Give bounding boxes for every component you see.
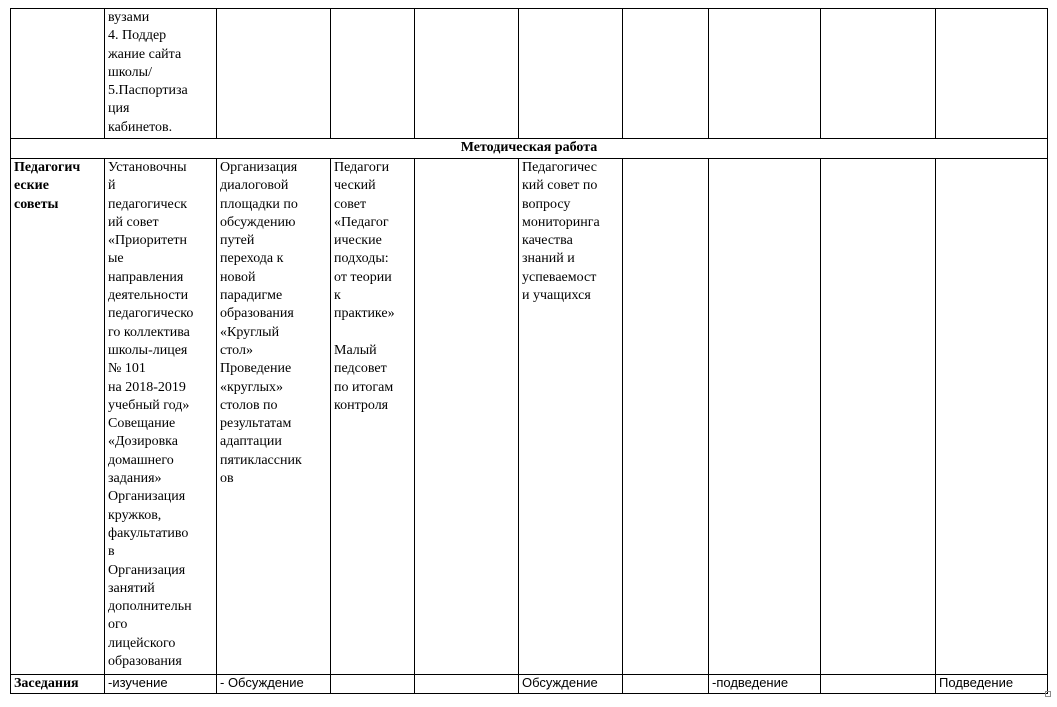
resize-handle-icon[interactable] [1045, 691, 1051, 697]
table-cell-text: Педагогичес кий совет по вопросу мониторинга качества знаний и успеваемост и учащихся [519, 159, 623, 675]
table-cell [709, 9, 821, 139]
table-cell [623, 675, 709, 694]
table-cell [331, 675, 415, 694]
table-cell-text: Организация диалоговой площадки по обсуждению путей перехода к новой парадигме образования «Круглый стол» Проведение «круглых» столов по результатам адаптации пятиклассник ов [217, 159, 331, 675]
table-cell [415, 675, 519, 694]
table-cell-text: -изучение [105, 675, 217, 694]
table-row-pedagogical-councils [11, 159, 1048, 675]
table-row-meetings [11, 675, 1048, 694]
table-cell [821, 675, 936, 694]
row-label: Педагогич еские советы [11, 159, 105, 675]
table-cell-text: Педагоги ческий совет «Педагог ические подходы: от теории к практике» Малый педсовет по итогам контроля [331, 159, 415, 675]
table-cell [936, 159, 1048, 675]
table-cell-text: Обсуждение [519, 675, 623, 694]
table-cell [217, 9, 331, 139]
table-cell [623, 159, 709, 675]
table-cell [519, 9, 623, 139]
section-row [11, 139, 1048, 159]
table-cell [11, 9, 105, 139]
table-cell-text: -подведение [709, 675, 821, 694]
table-cell [415, 9, 519, 139]
table-cell-text: Подведение [936, 675, 1048, 694]
table-cell [415, 159, 519, 675]
table-cell [936, 9, 1048, 139]
section-title: Методическая работа [11, 139, 1048, 159]
table-row-top [11, 9, 1048, 139]
table-cell [821, 9, 936, 139]
table-cell [821, 159, 936, 675]
table-cell [709, 159, 821, 675]
row-label: Заседания [11, 675, 105, 694]
table-cell [623, 9, 709, 139]
plan-table [10, 8, 1048, 694]
table-cell-text: - Обсуждение [217, 675, 331, 694]
table-cell-text: Установочны й педагогическ ий совет «Приоритетн ые направления деятельности педагогическо го коллектива школы-лицея № 101 на 2018-2019 учебный год» Совещание «Дозировка домашнего задания» Организация кружков, факультативо в Организация занятий дополнительн ого лицейского образования [105, 159, 217, 675]
table-cell [331, 9, 415, 139]
table-cell-text: вузами 4. Поддер жание сайта школы/ 5.Паспортиза ция кабинетов. [105, 9, 217, 139]
